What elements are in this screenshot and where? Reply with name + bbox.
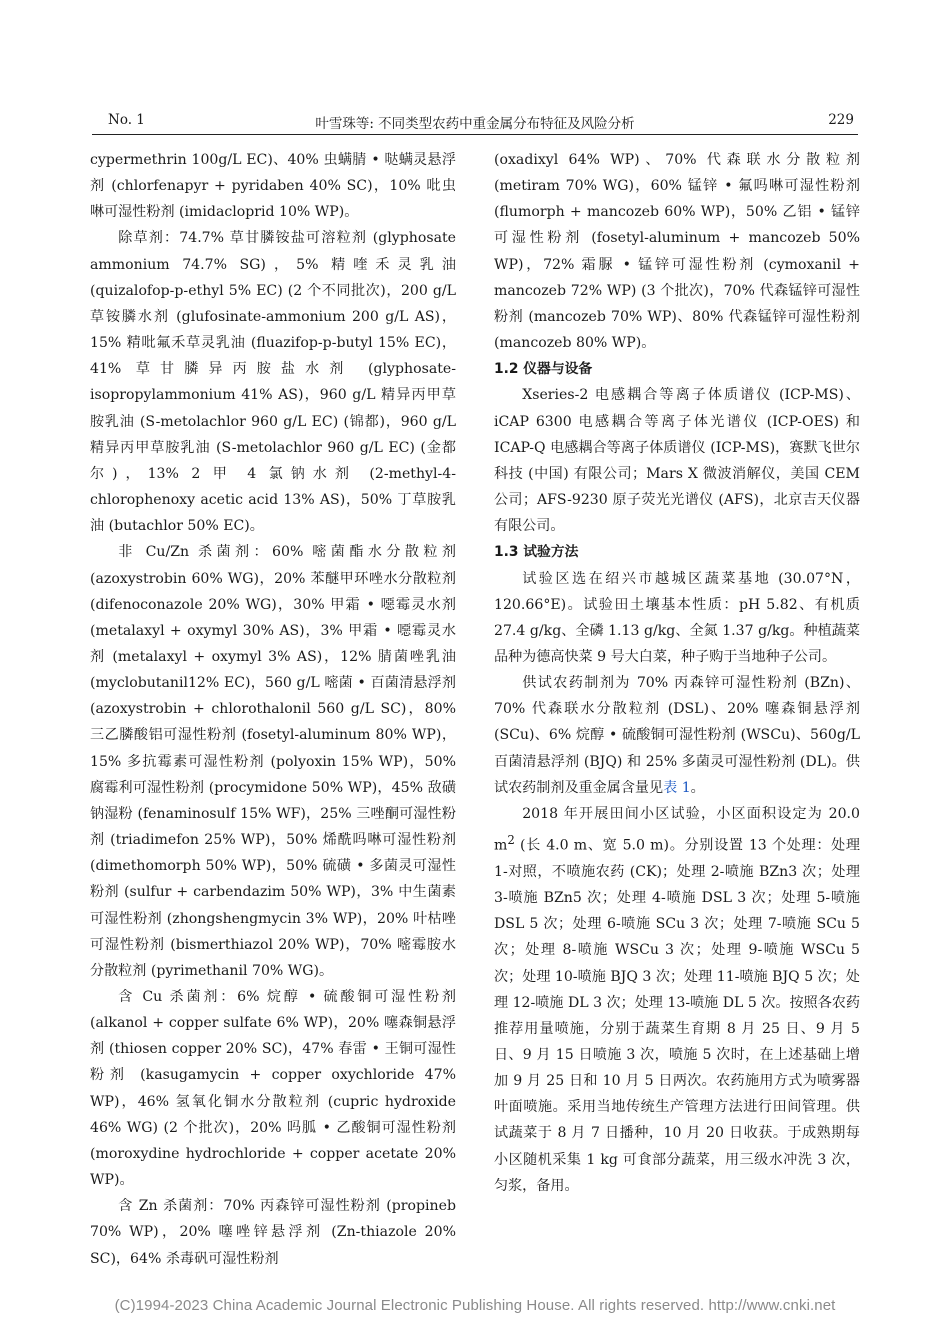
test-pesticides-paragraph [494,670,860,801]
table-1-link[interactable]: 表 1 [663,779,691,796]
section-heading-1-3: 1.3 试验方法 [494,544,579,561]
zn-fungicide-continuation: (oxadixyl 64% WP)、70% 代森联水分散粒剂 (metiram 70% WG)，60% 锰锌 • 氟吗啉可湿性粉剂 (flumorph + mancozeb 60% WP)，50% 乙铝 • 锰锌可湿性粉剂 (fosetyl-aluminum + mancozeb 50% WP)，72% 霜脲 • 锰锌可湿性粉剂 (cymoxanil + mancozeb 72% WP) (3 个批次)，70% 代森锰锌可湿性粉剂 (mancozeb 70% WP)、80% 代森锰锌可湿性粉剂 (mancozeb 80% WP)。 [494,152,860,352]
page-number: 229 [828,112,854,128]
running-title: 叶雪珠等: 不同类型农药中重金属分布特征及风险分析 [315,116,635,132]
zn-fungicide-paragraph: 含 Zn 杀菌剂：70% 丙森锌可湿性粉剂 (propineb 70% WP)，20% 噻唑锌悬浮剂 (Zn-thiazole 20% SC)，64% 杀毒矾可湿性粉剂 [90,1198,456,1267]
running-header [0,108,950,132]
herbicide-paragraph: 除草剂：74.7% 草甘膦铵盐可溶粒剂 (glyphosate ammonium 74.7% SG)，5% 精喹禾灵乳油 (quizalofop-p-ethyl 5% EC) (2 个不同批次)，200 g/L 草铵膦水剂 (glufosinate-ammonium 200 g/L AS)，15% 精吡氟禾草灵乳油 (fluazifop-p-butyl 15% EC)，41% 草甘膦异丙胺盐水剂 (glyphosate-isopropylammonium 41% AS)，960 g/L 精异丙甲草胺乳油 (S-metolachlor 960 g/L EC) (锦都)，960 g/L 精异丙甲草胺乳油 (S-metolachlor 960 g/L EC) (金都尔)，13% 2 甲 4 氯钠水剂 (2-methyl-4-chlorophenoxy acetic acid 13% AS)，50% 丁草胺乳油 (butachlor 50% EC)。 [90,230,456,535]
non-cuzn-fungicide-paragraph: 非 Cu/Zn 杀菌剂：60% 嘧菌酯水分散粒剂 (azoxystrobin 60% WG)，20% 苯醚甲环唑水分散粒剂 (difenoconazole 20% WG)，30% 甲霜 • 噁霉灵水剂 (metalaxyl + oxymyl 30% AS)，3% 甲霜 • 噁霉灵水剂 (metalaxyl + oxymyl 3% AS)，12% 腈菌唑乳油 (myclobutanil12% EC)，560 g/L 嘧菌 • 百菌清悬浮剂 (azoxystrobin + chlorothalonil 560 g/L SC)，80% 三乙膦酸铝可湿性粉剂 (fosetyl-aluminum 80% WP)，15% 多抗霉素可湿性粉剂 (polyoxin 15% WP)，50% 腐霉利可湿性粉剂 (procymidone 50% WP)，45% 敌磺钠湿粉 (fenaminosulf 15% WF)，25% 三唑酮可湿性粉剂 (triadimefon 25% WP)，50% 烯酰吗啉可湿性粉剂 (dimethomorph 50% WP)，50% 硫磺 • 多菌灵可湿性粉剂 (sulfur + carbendazim 50% WP)，3% 中生菌素可湿性粉剂 (zhongshengmycin 3% WP)，20% 叶枯唑可湿性粉剂 (bismerthiazol 20% WP)，70% 嘧霉胺水分散粒剂 (pyrimethanil 70% WG)。 [90,544,456,979]
insecticide-list-end: cypermethrin 100g/L EC)、40% 虫螨腈 • 哒螨灵悬浮剂 (chlorfenapyr + pyridaben 40% SC)，10% 吡虫啉可湿性粉剂 (imidacloprid 10% WP)。 [90,152,456,221]
right-column [494,147,860,1199]
field-trial-text-b: (长 4.0 m、宽 5.0 m)。分别设置 13 个处理：处理 1-对照，不喷施农药 (CK)；处理 2-喷施 BZn3 次；处理 3-喷施 BZn5 次；处理 4-喷施 DSL 3 次；处理 5-喷施 DSL 5 次；处理 6-喷施 SCu 3 次；处理 7-喷施 SCu 5 次；处理 8-喷施 WSCu 3 次；处理 9-喷施 WSCu 5 次；处理 10-喷施 BJQ 3 次；处理 11-喷施 BJQ 5 次；处理 12-喷施 DL 3 次；处理 13-喷施 DL 5 次。按照各农药推荐用量喷施，分别于蔬菜生育期 8 月 25 日、9 月 5 日、9 月 15 日喷施 3 次，喷施 5 次时，在上述基础上增加 9 月 25 日和 10 月 5 日两次。农药施用方式为喷雾器叶面喷施。采用当地传统生产管理方法进行田间管理。供试蔬菜于 8 月 7 日播种，10 月 20 日收获。于成熟期每小区随机采集 1 kg 可食部分蔬菜，用三级水冲洗 3 次，匀浆，备用。 [494,837,860,1194]
issue-number: No. 1 [108,112,145,128]
area-superscript: 2 [507,833,515,848]
field-trial-paragraph [494,801,860,1199]
left-column [90,147,456,1272]
test-pesticides-text: 供试农药制剂为 70% 丙森锌可湿性粉剂 (BZn)、70% 代森联水分散粒剂 (DSL)、20% 噻森铜悬浮剂 (SCu)、6% 烷醇 • 硫酸铜可湿性粉剂 (WSCu)、560g/L 百菌清悬浮剂 (BJQ) 和 25% 多菌灵可湿性粉剂 (DL)。供试农药制剂及重金属含量见 [494,675,860,796]
trial-site-paragraph: 试验区选在绍兴市越城区蔬菜基地 (30.07°N，120.66°E)。试验田土壤基本性质：pH 5.82、有机质 27.4 g/kg、全磷 1.13 g/kg、全氮 1.37 g/kg。种植蔬菜品种为德高快菜 9 号大白菜，种子购于当地种子公司。 [494,570,860,665]
cu-fungicide-paragraph: 含 Cu 杀菌剂：6% 烷醇 • 硫酸铜可湿性粉剂 (alkanol + copper sulfate 6% WP)，20% 噻森铜悬浮剂 (thiosen copper 20% SC)，47% 春雷 • 王铜可湿性粉剂 (kasugamycin + copper oxychloride 47% WP)，46% 氢氧化铜水分散粒剂 (cupric hydroxide 46% WG) (2 个批次)，20% 吗胍 • 乙酸铜可湿性粉剂 (moroxydine hydrochloride + copper acetate 20% WP)。 [90,989,456,1189]
section-heading-1-2: 1.2 仪器与设备 [494,361,593,378]
test-pesticides-end: 。 [690,779,705,796]
instruments-paragraph: Xseries-2 电感耦合等离子体质谱仪 (ICP-MS)、iCAP 6300 电感耦合等离子体光谱仪 (ICP-OES) 和 ICAP-Q 电感耦合等离子体质谱仪 (ICP-MS)，赛默飞世尔科技 (中国) 有限公司；Mars X 微波消解仪，美国 CEM 公司；AFS-9230 原子荧光光谱仪 (AFS)，北京吉天仪器有限公司。 [494,387,860,535]
header-rule [92,134,858,135]
field-trial-text-a: 2018 年开展田间小区试验，小区面积设定为 20.0 m [494,805,860,854]
copyright-footer: (C)1994-2023 China Academic Journal Electronic Publishing House. All rights reserved. http://www.cnki.net [114,1297,836,1314]
